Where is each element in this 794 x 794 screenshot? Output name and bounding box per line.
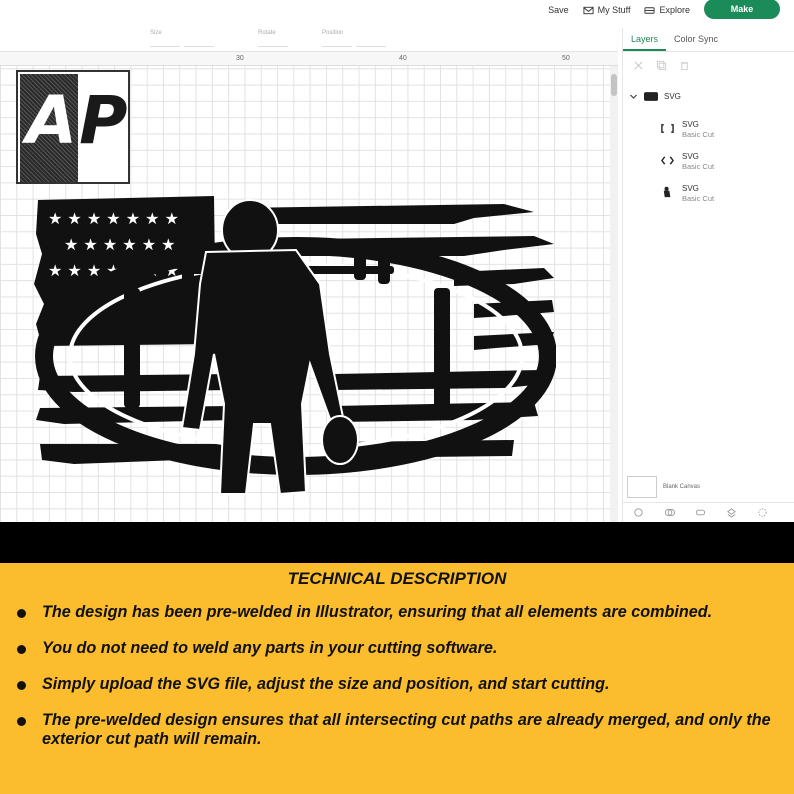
bullet-text: Simply upload the SVG file, adjust the size and position, and start cutting. bbox=[42, 675, 610, 693]
rotate-field[interactable] bbox=[258, 39, 288, 47]
description-list bbox=[16, 603, 776, 766]
duplicate-icon[interactable] bbox=[656, 60, 667, 71]
my-stuff-button[interactable] bbox=[583, 5, 631, 16]
explore-label: Explore bbox=[659, 5, 690, 15]
rotate-group bbox=[258, 30, 288, 47]
canvas-scrollbar[interactable] bbox=[610, 66, 618, 522]
layer-item-2[interactable] bbox=[661, 152, 714, 171]
layer-item-3[interactable] bbox=[661, 184, 714, 203]
svg-text:★ ★ ★ ★ ★ ★ ★: ★ ★ ★ ★ ★ ★ ★ bbox=[48, 209, 179, 228]
list-item bbox=[16, 603, 776, 622]
logo-text bbox=[26, 82, 130, 159]
group-thumbnail-icon bbox=[644, 92, 658, 101]
attach-icon[interactable] bbox=[695, 507, 706, 518]
layer-operation: Basic Cut bbox=[682, 194, 715, 203]
layer-operation: Basic Cut bbox=[682, 162, 715, 171]
tab-color-sync[interactable]: Color Sync bbox=[674, 34, 719, 44]
top-ruler bbox=[0, 52, 618, 66]
bullet-text: The pre-welded design ensures that all intersecting cut paths are already merged, and only the exterior cut path will remain. bbox=[42, 711, 771, 748]
edit-toolbar bbox=[0, 28, 618, 52]
layer-operation: Basic Cut bbox=[682, 130, 715, 139]
layer-group-label: SVG bbox=[664, 92, 681, 101]
football-flag-artwork[interactable] bbox=[34, 194, 556, 499]
bullet-text: The design has been pre-welded in Illustrator, ensuring that all elements are combined. bbox=[42, 603, 713, 621]
bracket-shape-icon bbox=[661, 122, 674, 135]
size-label: Size bbox=[150, 30, 162, 36]
panel-bottom-toolbar bbox=[623, 502, 794, 522]
flag-stripe-1 bbox=[234, 204, 534, 224]
flatten-icon[interactable] bbox=[726, 507, 737, 518]
size-group bbox=[150, 30, 214, 47]
logo-letter-p: P bbox=[79, 82, 130, 159]
svg-text:★ ★ ★ ★ ★ ★ ★: ★ ★ ★ ★ ★ ★ ★ bbox=[48, 261, 179, 280]
layers-panel bbox=[622, 28, 794, 522]
ap-logo bbox=[16, 70, 130, 184]
position-label: Position bbox=[322, 30, 344, 36]
tab-layers[interactable]: Layers bbox=[623, 28, 666, 51]
explore-icon bbox=[644, 5, 655, 16]
bullet-dot bbox=[17, 681, 26, 690]
group-icon[interactable] bbox=[633, 60, 644, 71]
blank-canvas-swatch bbox=[627, 476, 657, 498]
bullet-text: You do not need to weld any parts in your cutting software. bbox=[42, 639, 498, 657]
save-button[interactable] bbox=[548, 5, 569, 15]
y-field[interactable] bbox=[356, 39, 386, 47]
mail-icon bbox=[583, 5, 594, 16]
technical-description bbox=[0, 563, 794, 794]
layer-actions bbox=[623, 52, 794, 78]
layer-name: SVG bbox=[682, 152, 699, 161]
layer-group-svg[interactable] bbox=[629, 92, 681, 101]
section-title: TECHNICAL DESCRIPTION bbox=[287, 569, 507, 588]
slice-icon[interactable] bbox=[633, 507, 644, 518]
blank-canvas-layer[interactable] bbox=[627, 476, 700, 498]
divider-band bbox=[0, 522, 794, 563]
list-item bbox=[16, 639, 776, 658]
list-item bbox=[16, 711, 776, 749]
rotate-label: Rotate bbox=[258, 30, 276, 36]
ruler-tick-50: 50 bbox=[562, 55, 570, 62]
scroll-thumb[interactable] bbox=[611, 74, 617, 96]
top-bar bbox=[0, 0, 794, 28]
my-stuff-label: My Stuff bbox=[597, 5, 631, 15]
bullet-dot bbox=[17, 717, 26, 726]
design-canvas[interactable] bbox=[0, 52, 618, 522]
contour-icon[interactable] bbox=[757, 507, 768, 518]
panel-tabs bbox=[623, 28, 794, 52]
x-field[interactable] bbox=[322, 39, 352, 47]
logo-letter-a: A bbox=[26, 82, 80, 159]
ruler-tick-40: 40 bbox=[399, 55, 407, 62]
player-shape-icon bbox=[661, 186, 674, 199]
blank-canvas-label: Blank Canvas bbox=[663, 484, 701, 490]
width-field[interactable] bbox=[150, 39, 180, 47]
layer-name: SVG bbox=[682, 184, 699, 193]
position-group bbox=[322, 30, 386, 47]
ruler-tick-30: 30 bbox=[236, 55, 244, 62]
combine-icon[interactable] bbox=[664, 507, 675, 518]
explore-button[interactable] bbox=[644, 5, 690, 16]
save-label: Save bbox=[548, 5, 569, 15]
top-actions bbox=[548, 0, 780, 20]
bullet-dot bbox=[17, 609, 26, 618]
list-item bbox=[16, 675, 776, 694]
trash-icon[interactable] bbox=[679, 60, 690, 71]
make-button[interactable]: Make bbox=[704, 0, 780, 19]
bullet-dot bbox=[17, 645, 26, 654]
height-field[interactable] bbox=[184, 39, 214, 47]
svg-text:★ ★ ★ ★ ★ ★: ★ ★ ★ ★ ★ ★ bbox=[64, 235, 176, 254]
football-shape-icon bbox=[661, 154, 674, 167]
layer-name: SVG bbox=[682, 120, 699, 129]
chevron-down-icon[interactable] bbox=[629, 92, 638, 101]
layer-item-1[interactable] bbox=[661, 120, 714, 139]
